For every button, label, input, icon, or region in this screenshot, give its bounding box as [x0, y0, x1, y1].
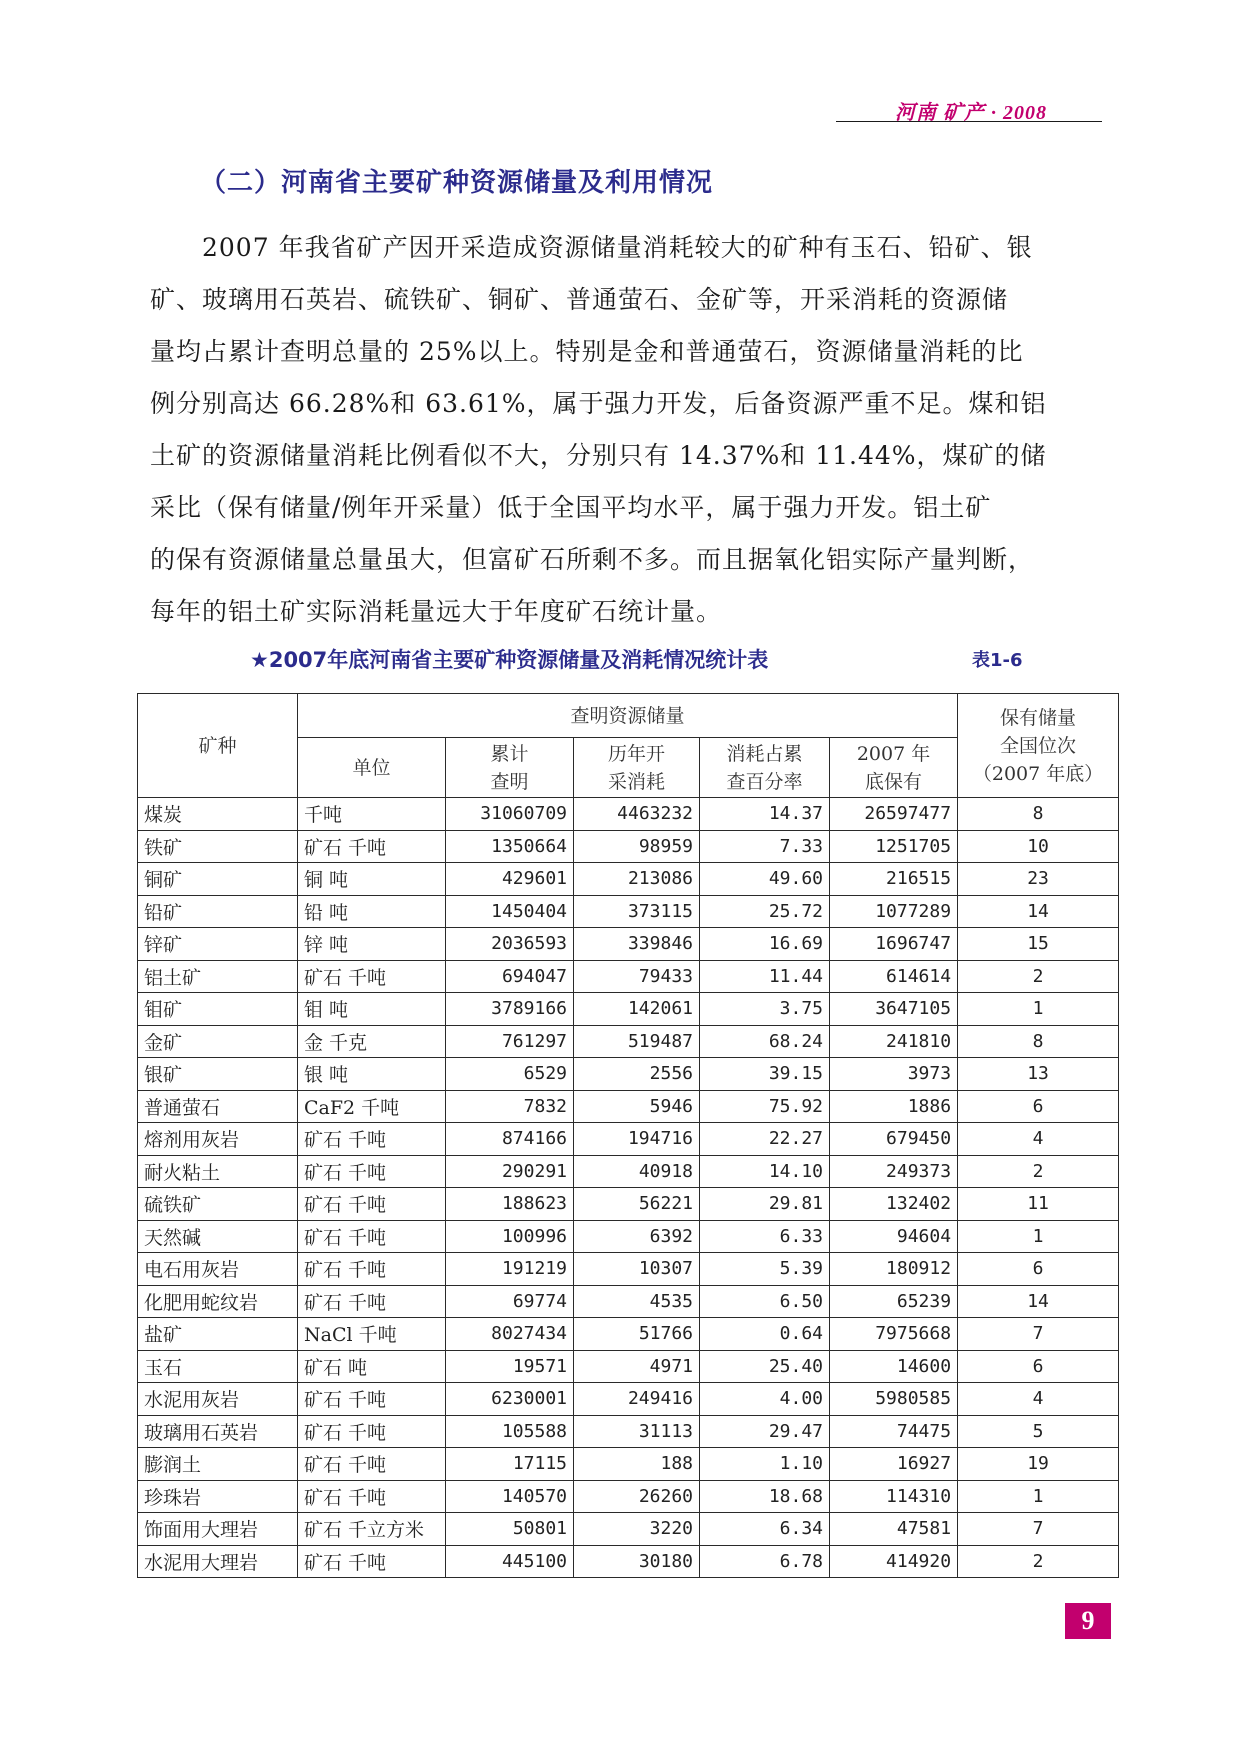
cell-mineral: 水泥用大理岩 [138, 1545, 298, 1578]
header-line: 历年开 [607, 742, 665, 765]
cell-mineral: 玉石 [138, 1350, 298, 1383]
cell-mined: 194716 [574, 1123, 700, 1156]
cell-cumulative: 290291 [446, 1155, 574, 1188]
cell-ratio: 4.00 [700, 1383, 830, 1416]
cell-unit: CaF2 千吨 [298, 1090, 446, 1123]
cell-unit: NaCl 千吨 [298, 1318, 446, 1351]
cell-unit: 铅 吨 [298, 895, 446, 928]
cell-unit: 矿石 千吨 [298, 1448, 446, 1481]
table-row [138, 1220, 1119, 1253]
cell-rank: 14 [958, 1285, 1119, 1318]
cell-mined: 31113 [574, 1415, 700, 1448]
cell-mineral: 天然碱 [138, 1220, 298, 1253]
paragraph-line: 矿、玻璃用石英岩、硫铁矿、铜矿、普通萤石、金矿等，开采消耗的资源储 [150, 285, 1009, 314]
table-title: ★2007年底河南省主要矿种资源储量及消耗情况统计表 [250, 648, 769, 672]
cell-unit: 钼 吨 [298, 993, 446, 1026]
cell-remaining: 216515 [830, 863, 958, 896]
cell-ratio: 25.40 [700, 1350, 830, 1383]
cell-cumulative: 191219 [446, 1253, 574, 1286]
cell-mined: 30180 [574, 1545, 700, 1578]
cell-mineral: 化肥用蛇纹岩 [138, 1285, 298, 1318]
cell-remaining: 180912 [830, 1253, 958, 1286]
table-row [138, 1188, 1119, 1221]
cell-ratio: 29.81 [700, 1188, 830, 1221]
cell-cumulative: 429601 [446, 863, 574, 896]
cell-remaining: 1696747 [830, 928, 958, 961]
cell-mineral: 银矿 [138, 1058, 298, 1091]
cell-rank: 15 [958, 928, 1119, 961]
header-rank-line: 保有储量 [1000, 706, 1077, 729]
table-row [138, 798, 1119, 831]
cell-remaining: 47581 [830, 1513, 958, 1546]
header-line: 查百分率 [726, 770, 803, 793]
cell-remaining: 1886 [830, 1090, 958, 1123]
cell-remaining: 414920 [830, 1545, 958, 1578]
table-row [138, 1415, 1119, 1448]
cell-rank: 23 [958, 863, 1119, 896]
cell-remaining: 3973 [830, 1058, 958, 1091]
cell-cumulative: 3789166 [446, 993, 574, 1026]
cell-cumulative: 445100 [446, 1545, 574, 1578]
cell-ratio: 25.72 [700, 895, 830, 928]
header-line: 底保有 [865, 770, 923, 793]
cell-ratio: 68.24 [700, 1025, 830, 1058]
cell-remaining: 679450 [830, 1123, 958, 1156]
cell-ratio: 18.68 [700, 1480, 830, 1513]
cell-cumulative: 17115 [446, 1448, 574, 1481]
cell-rank: 6 [958, 1090, 1119, 1123]
cell-rank: 4 [958, 1123, 1119, 1156]
cell-unit: 金 千克 [298, 1025, 446, 1058]
header-rule [836, 121, 1102, 122]
header-line: 查明 [490, 770, 529, 793]
cell-mined: 4535 [574, 1285, 700, 1318]
cell-mined: 519487 [574, 1025, 700, 1058]
cell-ratio: 1.10 [700, 1448, 830, 1481]
table-row [138, 1155, 1119, 1188]
header-group: 查明资源储量 [298, 694, 958, 738]
cell-unit: 矿石 千吨 [298, 1123, 446, 1156]
cell-remaining: 74475 [830, 1415, 958, 1448]
table-row [138, 960, 1119, 993]
paragraph-line: 的保有资源储量总量虽大，但富矿石所剩不多。而且据氧化铝实际产量判断， [150, 545, 1035, 574]
cell-remaining: 1077289 [830, 895, 958, 928]
table-row [138, 1448, 1119, 1481]
table-row [138, 1383, 1119, 1416]
cell-mined: 98959 [574, 830, 700, 863]
cell-mined: 79433 [574, 960, 700, 993]
cell-mineral: 煤炭 [138, 798, 298, 831]
header-remaining [830, 738, 958, 798]
cell-mined: 339846 [574, 928, 700, 961]
cell-mineral: 玻璃用石英岩 [138, 1415, 298, 1448]
cell-cumulative: 19571 [446, 1350, 574, 1383]
cell-ratio: 3.75 [700, 993, 830, 1026]
cell-cumulative: 7832 [446, 1090, 574, 1123]
cell-mineral: 硫铁矿 [138, 1188, 298, 1221]
cell-ratio: 14.37 [700, 798, 830, 831]
cell-mineral: 盐矿 [138, 1318, 298, 1351]
header-mined [574, 738, 700, 798]
cell-unit: 矿石 千吨 [298, 830, 446, 863]
header-line: 累计 [490, 742, 529, 765]
cell-cumulative: 1450404 [446, 895, 574, 928]
cell-unit: 锌 吨 [298, 928, 446, 961]
cell-mined: 3220 [574, 1513, 700, 1546]
cell-mineral: 普通萤石 [138, 1090, 298, 1123]
cell-rank: 2 [958, 1155, 1119, 1188]
table-row [138, 1480, 1119, 1513]
table-row [138, 1025, 1119, 1058]
cell-ratio: 39.15 [700, 1058, 830, 1091]
cell-unit: 矿石 千吨 [298, 1480, 446, 1513]
cell-rank: 1 [958, 1220, 1119, 1253]
header-cumulative [446, 738, 574, 798]
paragraph-line: 量均占累计查明总量的 25%以上。特别是金和普通萤石，资源储量消耗的比 [150, 337, 1024, 366]
table-row [138, 1513, 1119, 1546]
reserves-table [137, 693, 1119, 1578]
cell-remaining: 614614 [830, 960, 958, 993]
cell-mineral: 铜矿 [138, 863, 298, 896]
cell-mineral: 饰面用大理岩 [138, 1513, 298, 1546]
cell-cumulative: 50801 [446, 1513, 574, 1546]
cell-ratio: 75.92 [700, 1090, 830, 1123]
cell-remaining: 16927 [830, 1448, 958, 1481]
cell-mined: 6392 [574, 1220, 700, 1253]
cell-ratio: 7.33 [700, 830, 830, 863]
header-unit: 单位 [298, 738, 446, 798]
cell-rank: 7 [958, 1513, 1119, 1546]
table-row [138, 830, 1119, 863]
cell-mined: 4463232 [574, 798, 700, 831]
cell-cumulative: 2036593 [446, 928, 574, 961]
paragraph-line: 土矿的资源储量消耗比例看似不大，分别只有 14.37%和 11.44%，煤矿的储 [150, 441, 1047, 470]
cell-rank: 19 [958, 1448, 1119, 1481]
table-row [138, 1318, 1119, 1351]
cell-rank: 1 [958, 993, 1119, 1026]
cell-cumulative: 874166 [446, 1123, 574, 1156]
cell-remaining: 94604 [830, 1220, 958, 1253]
header-rank [958, 694, 1119, 798]
cell-mineral: 金矿 [138, 1025, 298, 1058]
cell-unit: 铜 吨 [298, 863, 446, 896]
cell-rank: 14 [958, 895, 1119, 928]
cell-mineral: 锌矿 [138, 928, 298, 961]
running-header: 河南 矿产 · 2008 [895, 102, 1047, 124]
cell-unit: 矿石 千立方米 [298, 1513, 446, 1546]
cell-mined: 373115 [574, 895, 700, 928]
cell-unit: 矿石 千吨 [298, 1383, 446, 1416]
table-row [138, 1090, 1119, 1123]
cell-remaining: 5980585 [830, 1383, 958, 1416]
section-heading: （二）河南省主要矿种资源储量及利用情况 [200, 168, 714, 198]
cell-cumulative: 100996 [446, 1220, 574, 1253]
paragraph-line: 例分别高达 66.28%和 63.61%，属于强力开发，后备资源严重不足。煤和铝 [150, 389, 1047, 418]
table-row [138, 928, 1119, 961]
header-line: 2007 年 [856, 742, 931, 765]
table-row [138, 1545, 1119, 1578]
paragraph-line: 2007 年我省矿产因开采造成资源储量消耗较大的矿种有玉石、铅矿、银 [150, 233, 1033, 262]
cell-ratio: 5.39 [700, 1253, 830, 1286]
header-rank-line: （2007 年底） [972, 762, 1104, 785]
cell-mined: 10307 [574, 1253, 700, 1286]
cell-unit: 矿石 千吨 [298, 1155, 446, 1188]
table-row [138, 1285, 1119, 1318]
cell-rank: 2 [958, 1545, 1119, 1578]
cell-cumulative: 694047 [446, 960, 574, 993]
table-row [138, 1123, 1119, 1156]
page-number: 9 [1065, 1603, 1111, 1639]
cell-unit: 矿石 千吨 [298, 1253, 446, 1286]
cell-ratio: 6.50 [700, 1285, 830, 1318]
cell-unit: 矿石 吨 [298, 1350, 446, 1383]
cell-ratio: 22.27 [700, 1123, 830, 1156]
cell-unit: 千吨 [298, 798, 446, 831]
cell-ratio: 14.10 [700, 1155, 830, 1188]
cell-unit: 矿石 千吨 [298, 1220, 446, 1253]
cell-mined: 5946 [574, 1090, 700, 1123]
cell-cumulative: 1350664 [446, 830, 574, 863]
cell-ratio: 6.78 [700, 1545, 830, 1578]
cell-rank: 11 [958, 1188, 1119, 1221]
cell-remaining: 26597477 [830, 798, 958, 831]
cell-mined: 188 [574, 1448, 700, 1481]
cell-remaining: 3647105 [830, 993, 958, 1026]
cell-rank: 8 [958, 798, 1119, 831]
cell-mined: 51766 [574, 1318, 700, 1351]
cell-mineral: 铅矿 [138, 895, 298, 928]
cell-unit: 银 吨 [298, 1058, 446, 1091]
table-row [138, 1058, 1119, 1091]
paragraph-line: 采比（保有储量/例年开采量）低于全国平均水平，属于强力开发。铝土矿 [150, 493, 992, 522]
cell-rank: 7 [958, 1318, 1119, 1351]
table-row [138, 993, 1119, 1026]
cell-cumulative: 6230001 [446, 1383, 574, 1416]
cell-remaining: 249373 [830, 1155, 958, 1188]
cell-remaining: 132402 [830, 1188, 958, 1221]
header-rank-line: 全国位次 [1000, 734, 1077, 757]
cell-unit: 矿石 千吨 [298, 1285, 446, 1318]
cell-unit: 矿石 千吨 [298, 1415, 446, 1448]
cell-cumulative: 140570 [446, 1480, 574, 1513]
table-row [138, 895, 1119, 928]
table-row [138, 1350, 1119, 1383]
table-row [138, 863, 1119, 896]
cell-rank: 2 [958, 960, 1119, 993]
cell-remaining: 7975668 [830, 1318, 958, 1351]
cell-mined: 142061 [574, 993, 700, 1026]
cell-rank: 8 [958, 1025, 1119, 1058]
cell-mined: 2556 [574, 1058, 700, 1091]
cell-mined: 213086 [574, 863, 700, 896]
cell-rank: 4 [958, 1383, 1119, 1416]
cell-remaining: 14600 [830, 1350, 958, 1383]
cell-rank: 10 [958, 830, 1119, 863]
cell-mined: 40918 [574, 1155, 700, 1188]
cell-rank: 5 [958, 1415, 1119, 1448]
cell-ratio: 6.34 [700, 1513, 830, 1546]
cell-mineral: 电石用灰岩 [138, 1253, 298, 1286]
cell-unit: 矿石 千吨 [298, 1545, 446, 1578]
cell-mined: 26260 [574, 1480, 700, 1513]
cell-unit: 矿石 千吨 [298, 1188, 446, 1221]
header-mineral: 矿种 [138, 694, 298, 798]
cell-ratio: 49.60 [700, 863, 830, 896]
cell-cumulative: 6529 [446, 1058, 574, 1091]
cell-rank: 1 [958, 1480, 1119, 1513]
cell-unit: 矿石 千吨 [298, 960, 446, 993]
header-line: 消耗占累 [726, 742, 803, 765]
cell-cumulative: 31060709 [446, 798, 574, 831]
cell-mined: 4971 [574, 1350, 700, 1383]
cell-cumulative: 188623 [446, 1188, 574, 1221]
cell-ratio: 16.69 [700, 928, 830, 961]
cell-cumulative: 8027434 [446, 1318, 574, 1351]
cell-mineral: 钼矿 [138, 993, 298, 1026]
cell-cumulative: 761297 [446, 1025, 574, 1058]
cell-remaining: 65239 [830, 1285, 958, 1318]
table-number: 表1-6 [972, 650, 1023, 671]
cell-rank: 13 [958, 1058, 1119, 1091]
cell-remaining: 1251705 [830, 830, 958, 863]
cell-ratio: 11.44 [700, 960, 830, 993]
header-ratio [700, 738, 830, 798]
paragraph-line: 每年的铝土矿实际消耗量远大于年度矿石统计量。 [150, 597, 723, 626]
cell-remaining: 114310 [830, 1480, 958, 1513]
cell-mineral: 水泥用灰岩 [138, 1383, 298, 1416]
cell-mineral: 膨润土 [138, 1448, 298, 1481]
cell-ratio: 29.47 [700, 1415, 830, 1448]
cell-rank: 6 [958, 1350, 1119, 1383]
cell-mineral: 铁矿 [138, 830, 298, 863]
cell-remaining: 241810 [830, 1025, 958, 1058]
cell-rank: 6 [958, 1253, 1119, 1286]
cell-ratio: 0.64 [700, 1318, 830, 1351]
cell-mineral: 熔剂用灰岩 [138, 1123, 298, 1156]
body-paragraph [150, 222, 1100, 638]
cell-mined: 249416 [574, 1383, 700, 1416]
cell-mineral: 铝土矿 [138, 960, 298, 993]
cell-mined: 56221 [574, 1188, 700, 1221]
table-row [138, 1253, 1119, 1286]
cell-mineral: 珍珠岩 [138, 1480, 298, 1513]
cell-cumulative: 69774 [446, 1285, 574, 1318]
cell-ratio: 6.33 [700, 1220, 830, 1253]
cell-cumulative: 105588 [446, 1415, 574, 1448]
header-line: 采消耗 [607, 770, 665, 793]
cell-mineral: 耐火粘土 [138, 1155, 298, 1188]
